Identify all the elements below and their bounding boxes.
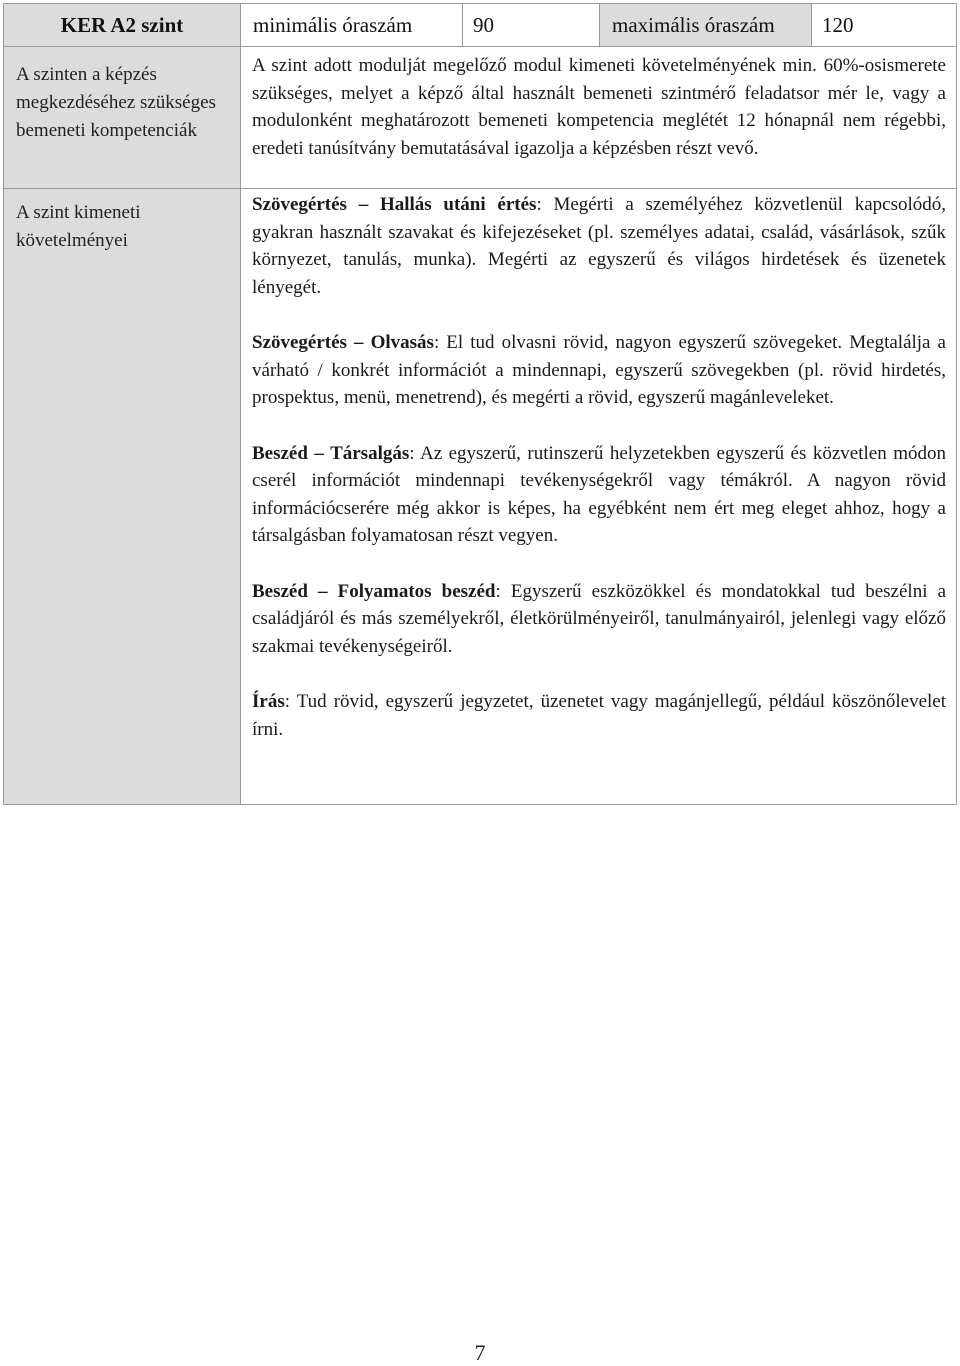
level-title: KER A2 szint — [4, 4, 241, 46]
entry-competencies-label: A szinten a képzés megkezdéséhez szükséges bemeneti kompetenciák — [4, 47, 241, 188]
outcome-listening — [252, 191, 946, 301]
outcome-requirements-label: A szint kimeneti követelményei — [4, 189, 241, 804]
outcome-spoken-production — [252, 578, 946, 661]
entry-competencies-row — [3, 47, 957, 189]
outcome-writing — [252, 688, 946, 743]
outcome-body: : Tud rövid, egyszerű jegyzetet, üzenetet vagy magánjellegű, például köszönőlevelet írni. — [252, 691, 946, 740]
max-hours-value: 120 — [812, 4, 956, 46]
max-hours-label: maximális óraszám — [600, 4, 812, 46]
page-number: 7 — [474, 1340, 486, 1365]
outcome-reading — [252, 329, 946, 412]
outcome-title: Szövegértés – Olvasás — [252, 332, 434, 353]
outcome-body: : Megérti a személyéhez közvetlenül kapcsolódó, gyakran használt szavakat és kifejezéseket (pl. személyes adatai, család, vásárlások, szűk környezet, tanulás, munka). Megérti az egyszerű és világos hirdetések és üzenetek lényegét. — [252, 194, 946, 298]
level-header-row — [3, 3, 957, 47]
outcome-body: : Az egyszerű, rutinszerű helyzetekben egyszerű és közvetlen módon cserél információt mindennapi tevékenységekről vagy témákról. A nagyon rövid információcserére még akkor is képes, ha egyébként nem ért meg eleget ahhoz, hogy a társalgásban folyamatosan részt vegyen. — [252, 442, 946, 546]
outcome-title: Beszéd – Társalgás — [252, 442, 410, 464]
min-hours-value: 90 — [463, 4, 600, 46]
entry-competencies-text: A szint adott modulját megelőző modul kimeneti követelményének min. 60%-osismerete szükséges, melyet a képző által használt bemeneti szintmérő feladatsor mér le, vagy a modulonként meghatározott bemeneti kompetencia meglétét 12 hónapnál nem régebbi, eredeti tanúsítvány bemutatásával igazolja a képzésben részt vevő. — [252, 55, 946, 159]
outcome-body: : Egyszerű eszközökkel és mondatokkal tud beszélni a családjáról és más személyekről, életkörülményeiről, tanulmányairól, jelenlegi vagy előző szakmai tevékenységeiről. — [252, 580, 946, 657]
outcome-requirements-row — [3, 189, 957, 805]
outcome-title: Írás — [252, 691, 285, 712]
outcome-requirements-text — [241, 189, 956, 804]
min-hours-label: minimális óraszám — [241, 4, 463, 46]
outcome-title: Beszéd – Folyamatos beszéd — [252, 580, 496, 602]
outcome-title: Szövegértés – Hallás utáni értés — [252, 194, 537, 215]
outcome-body: : El tud olvasni rövid, nagyon egyszerű szövegeket. Megtalálja a várható / konkrét információt a mindennapi, egyszerű szövegekben (pl. rövid hirdetés, prospektus, menü, menetrend), és megérti a rövid, egyszerű magánleveleket. — [252, 332, 946, 408]
outcome-conversation — [252, 440, 946, 550]
